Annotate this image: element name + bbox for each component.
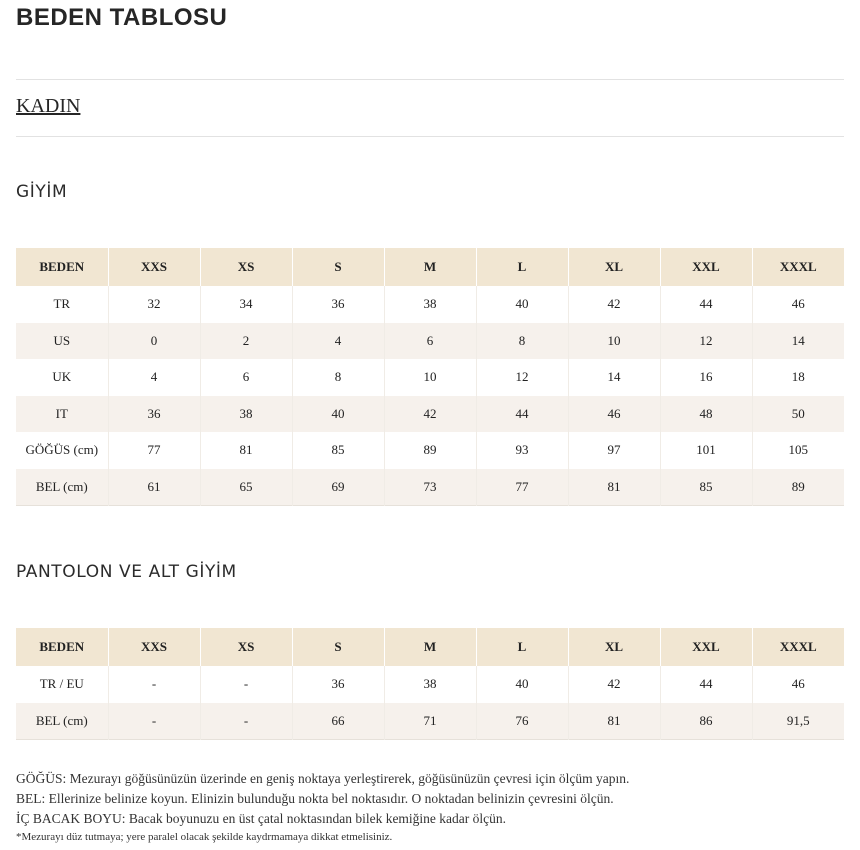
table-row [16, 286, 844, 323]
table-cell: 36 [108, 396, 200, 433]
table-cell: 46 [568, 396, 660, 433]
table-row [16, 396, 844, 433]
table-cell: 46 [752, 286, 844, 323]
measurement-notes [16, 769, 629, 845]
note-ic-bacak: İÇ BACAK BOYU: Bacak boyunuzu en üst çatal noktasından bilek kemiğine kadar ölçün. [16, 811, 507, 826]
table-header-row [16, 628, 844, 666]
column-header-size: S [292, 628, 384, 666]
row-label: BEL (cm) [16, 703, 108, 740]
table-cell: 40 [476, 286, 568, 323]
page-title: BEDEN TABLOSU [16, 4, 228, 31]
table-cell: 38 [384, 286, 476, 323]
table-cell: 36 [292, 286, 384, 323]
table-row [16, 703, 844, 740]
table-cell: 91,5 [752, 703, 844, 740]
table-cell: 93 [476, 432, 568, 469]
table-cell: - [108, 703, 200, 740]
table-cell: 42 [568, 666, 660, 703]
column-header-size: L [476, 248, 568, 286]
column-header-size: L [476, 628, 568, 666]
table-cell: 6 [200, 359, 292, 396]
column-header-size: XXXL [752, 628, 844, 666]
table-cell: 10 [568, 323, 660, 360]
table-cell: 46 [752, 666, 844, 703]
divider [16, 79, 844, 80]
table-cell: 86 [660, 703, 752, 740]
row-label: US [16, 323, 108, 360]
gender-tab-kadin[interactable]: KADIN [16, 95, 81, 117]
column-header-size: XXL [660, 248, 752, 286]
table-row [16, 469, 844, 506]
table-cell: 81 [568, 703, 660, 740]
table-cell: 4 [108, 359, 200, 396]
row-label: GÖĞÜS (cm) [16, 432, 108, 469]
table-row [16, 359, 844, 396]
table-cell: 8 [476, 323, 568, 360]
table-row [16, 323, 844, 360]
table-cell: 8 [292, 359, 384, 396]
table-cell: 66 [292, 703, 384, 740]
section-title-giyim: GİYİM [16, 182, 68, 202]
table-cell: 32 [108, 286, 200, 323]
table-cell: 77 [108, 432, 200, 469]
size-table-pantolon [16, 628, 844, 740]
table-cell: 42 [384, 396, 476, 433]
table-cell: 6 [384, 323, 476, 360]
row-label: TR [16, 286, 108, 323]
note-bel: BEL: Ellerinize belinize koyun. Elinizin bulunduğu nokta bel noktasıdır. O noktadan belinizin çevresini ölçün. [16, 791, 614, 806]
row-label: BEL (cm) [16, 469, 108, 506]
table-cell: 10 [384, 359, 476, 396]
table-cell: 73 [384, 469, 476, 506]
table-cell: 14 [752, 323, 844, 360]
table-cell: 40 [292, 396, 384, 433]
column-header-size: XL [568, 248, 660, 286]
column-header-size: M [384, 248, 476, 286]
table-cell: 18 [752, 359, 844, 396]
size-table-giyim [16, 248, 844, 506]
table-cell: 44 [660, 286, 752, 323]
table-cell: 81 [200, 432, 292, 469]
table-cell: 44 [660, 666, 752, 703]
table-cell: 42 [568, 286, 660, 323]
column-header-size: XXL [660, 628, 752, 666]
column-header-size: XS [200, 628, 292, 666]
table-row [16, 666, 844, 703]
column-header-size: XL [568, 628, 660, 666]
table-cell: 77 [476, 469, 568, 506]
footnote: *Mezurayı düz tutmaya; yere paralel olacak şekilde kaydrmamaya dikkat etmelisiniz. [16, 831, 393, 843]
table-cell: - [108, 666, 200, 703]
row-label: TR / EU [16, 666, 108, 703]
table-cell: - [200, 703, 292, 740]
column-header-size: XXXL [752, 248, 844, 286]
table-cell: 61 [108, 469, 200, 506]
table-cell: 76 [476, 703, 568, 740]
table-cell: 34 [200, 286, 292, 323]
table-cell: 40 [476, 666, 568, 703]
table-cell: 2 [200, 323, 292, 360]
table-cell: 89 [384, 432, 476, 469]
table-cell: 38 [384, 666, 476, 703]
table-header-row [16, 248, 844, 286]
table-cell: 101 [660, 432, 752, 469]
column-header-beden: BEDEN [16, 628, 108, 666]
table-cell: 48 [660, 396, 752, 433]
table-cell: 71 [384, 703, 476, 740]
table-cell: 69 [292, 469, 384, 506]
table-cell: 105 [752, 432, 844, 469]
table-cell: 50 [752, 396, 844, 433]
table-cell: 81 [568, 469, 660, 506]
table-row [16, 432, 844, 469]
table-cell: 36 [292, 666, 384, 703]
table-cell: 4 [292, 323, 384, 360]
column-header-size: XXS [108, 248, 200, 286]
column-header-beden: BEDEN [16, 248, 108, 286]
table-cell: 12 [476, 359, 568, 396]
table-cell: 38 [200, 396, 292, 433]
column-header-size: S [292, 248, 384, 286]
note-gogus: GÖĞÜS: Mezurayı göğüsünüzün üzerinde en geniş noktaya yerleştirerek, göğüsünüzün çevresi için ölçüm yapın. [16, 771, 630, 786]
table-cell: 97 [568, 432, 660, 469]
table-cell: 85 [292, 432, 384, 469]
table-cell: - [200, 666, 292, 703]
table-cell: 85 [660, 469, 752, 506]
table-cell: 16 [660, 359, 752, 396]
table-cell: 89 [752, 469, 844, 506]
column-header-size: XXS [108, 628, 200, 666]
column-header-size: XS [200, 248, 292, 286]
table-cell: 14 [568, 359, 660, 396]
section-title-pantolon: PANTOLON VE ALT GİYİM [16, 562, 237, 582]
table-cell: 0 [108, 323, 200, 360]
column-header-size: M [384, 628, 476, 666]
table-cell: 65 [200, 469, 292, 506]
row-label: IT [16, 396, 108, 433]
table-cell: 12 [660, 323, 752, 360]
table-cell: 44 [476, 396, 568, 433]
divider [16, 136, 844, 137]
row-label: UK [16, 359, 108, 396]
